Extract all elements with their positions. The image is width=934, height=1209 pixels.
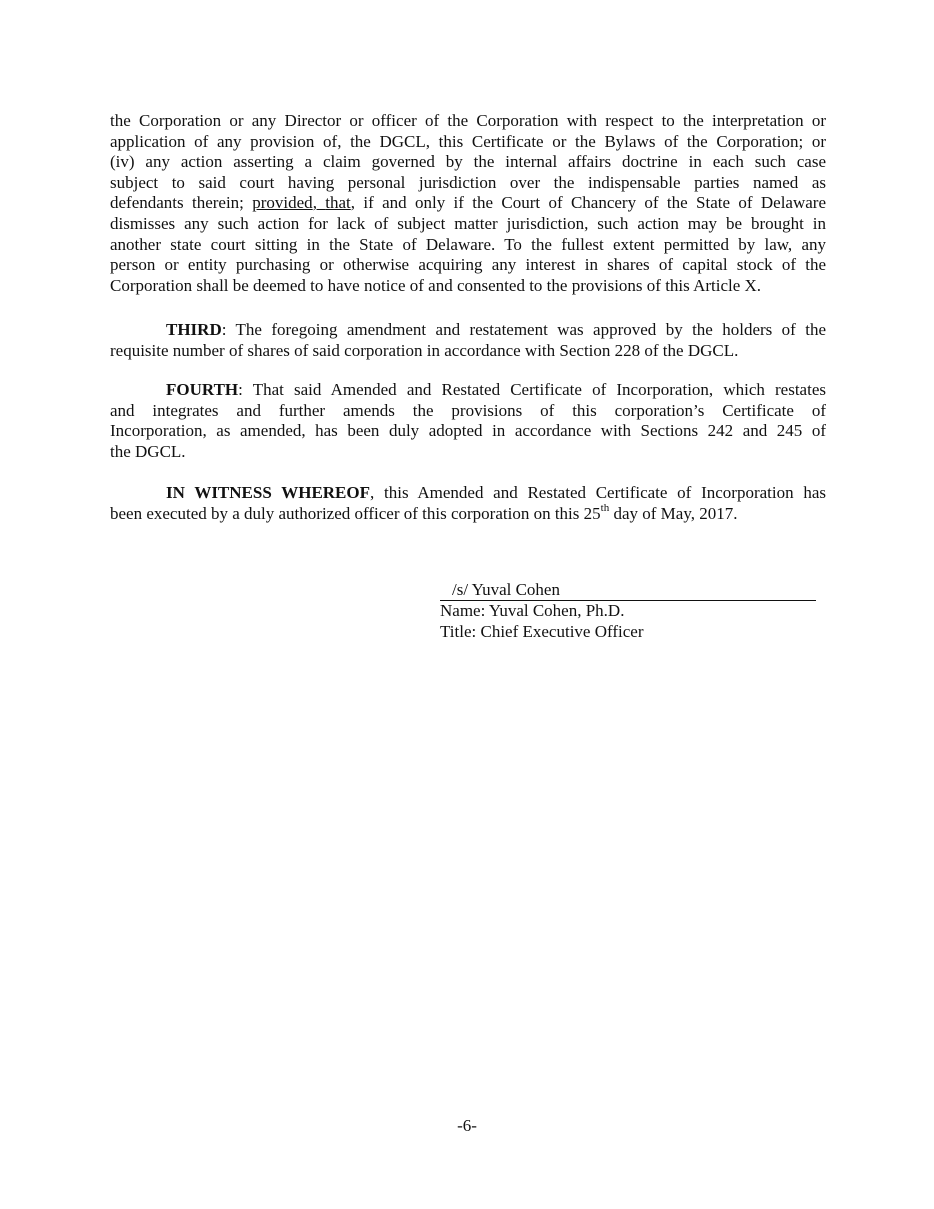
- paragraph-line: [110, 193, 826, 214]
- signatory-name: Name: Yuval Cohen, Ph.D.: [440, 601, 625, 620]
- paragraph-line: (iv) any action asserting a claim governed by the internal affairs doctrine in each such case: [110, 152, 826, 172]
- text-segment: , if and only if the Court of Chancery of the State of Delaware: [350, 193, 826, 213]
- paragraph-line: another state court sitting in the State of Delaware. To the fullest extent permitted by law, any: [110, 234, 826, 254]
- text-segment: : The foregoing amendment and restatement was approved by the holders of the: [221, 320, 826, 339]
- paragraph-in-witness-whereof: [110, 483, 826, 524]
- underlined-term-provided: provided: [252, 193, 313, 213]
- text-segment: been executed by a duly authorized officer of this corporation on this 25: [110, 503, 601, 523]
- paragraph-line: person or entity purchasing or otherwise acquiring any interest in shares of capital stock of the: [110, 255, 826, 275]
- text-segment: : That said Amended and Restated Certificate of Incorporation, which restates: [238, 380, 826, 399]
- paragraph-third: [110, 320, 826, 361]
- paragraph-line: application of any provision of, the DGCL, this Certificate or the Bylaws of the Corporation; or: [110, 131, 826, 151]
- paragraph-line: requisite number of shares of said corporation in accordance with Section 228 of the DGCL.: [110, 340, 739, 360]
- text-segment: day of May, 2017.: [609, 503, 738, 523]
- ordinal-suffix: th: [600, 503, 610, 514]
- section-heading-third: THIRD: [166, 320, 222, 339]
- paragraph-line: the DGCL.: [110, 441, 186, 461]
- text-segment: , this Amended and Restated Certificate of Incorporation has: [370, 483, 826, 502]
- paragraph-line: [110, 483, 826, 504]
- signature-text: /s/ Yuval Cohen: [452, 580, 560, 599]
- text-segment: defendants therein;: [110, 193, 253, 213]
- paragraph-line: subject to said court having personal jurisdiction over the indispensable parties named as: [110, 172, 826, 192]
- paragraph-line: the Corporation or any Director or officer of the Corporation with respect to the interpretation or: [110, 111, 826, 130]
- underlined-comma: ,: [312, 193, 326, 213]
- underlined-term-that: that: [325, 193, 351, 213]
- paragraph-line: Incorporation, as amended, has been duly adopted in accordance with Sections 242 and 245 of: [110, 421, 826, 441]
- paragraph-line: and integrates and further amends the provisions of this corporation’s Certificate of: [110, 400, 826, 420]
- section-heading-in-witness-whereof: IN WITNESS WHEREOF: [166, 483, 371, 502]
- paragraph-line: dismisses any such action for lack of subject matter jurisdiction, such action may be brought in: [110, 213, 826, 233]
- section-heading-fourth: FOURTH: [166, 380, 239, 399]
- signatory-title: Title: Chief Executive Officer: [440, 621, 644, 641]
- signature-line: [440, 580, 816, 601]
- paragraph-fourth: [110, 380, 826, 462]
- paragraph-line: [110, 380, 826, 401]
- paragraph-article-x-continuation: [110, 111, 826, 296]
- signature-block: [440, 580, 820, 642]
- paragraph-line: [110, 504, 826, 525]
- page-number: -6-: [457, 1116, 477, 1135]
- paragraph-line: Corporation shall be deemed to have notice of and consented to the provisions of this Article X.: [110, 275, 762, 295]
- paragraph-line: [110, 320, 826, 341]
